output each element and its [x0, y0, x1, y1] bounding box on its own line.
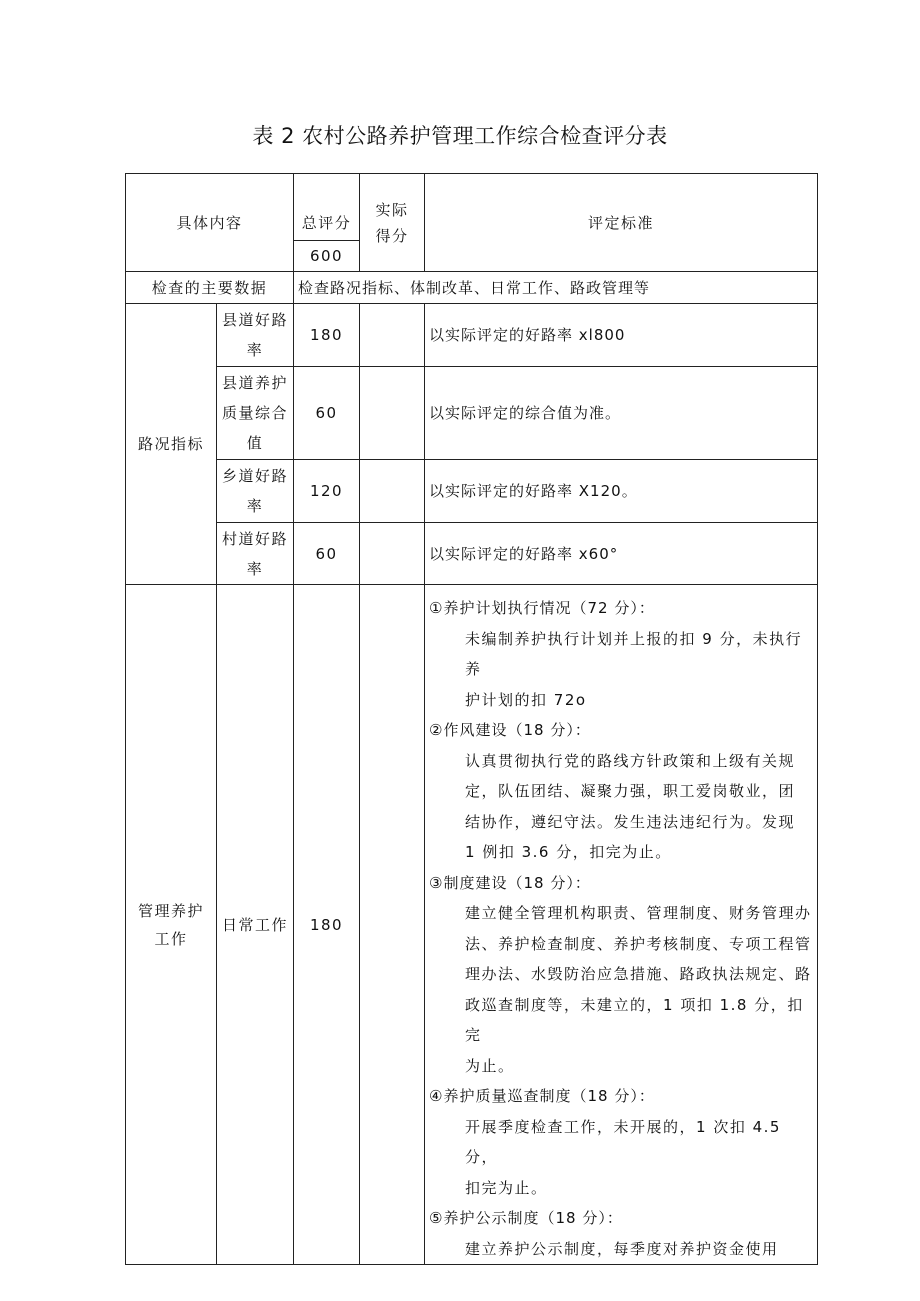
- header-total-score-label: 总评分: [294, 174, 360, 241]
- management-item: 日常工作: [217, 585, 294, 1265]
- standard-line: 未编制养护执行计划并上报的扣 9 分，未执行养: [465, 629, 803, 678]
- standard-line: 开展季度检查工作，未开展的，1 次扣 4.5 分，: [465, 1117, 781, 1166]
- standard-line: 政巡查制度等，未建立的，1 项扣 1.8 分，扣完: [465, 995, 804, 1044]
- main-data-label: 检查的主要数据: [126, 272, 294, 304]
- standard-heading: ⑤养护公示制度（18 分）：: [429, 1209, 623, 1227]
- management-score: 180: [294, 585, 360, 1265]
- management-category: 管理养护工作: [126, 585, 217, 1265]
- row-score: 60: [294, 367, 360, 460]
- standard-line: 建立健全管理机构职责、管理制度、财务管理办: [465, 904, 812, 922]
- table-row: [126, 523, 818, 585]
- standard-line: 护计划的扣 72o: [465, 690, 587, 709]
- row-actual: [360, 304, 425, 367]
- row-actual: [360, 523, 425, 585]
- header-row: [126, 174, 818, 241]
- standard-line: 为止。: [465, 1056, 515, 1075]
- standard-line: 理办法、水毁防治应急措施、路政执法规定、路: [465, 965, 812, 983]
- header-standard: 评定标准: [425, 174, 818, 272]
- row-score: 120: [294, 460, 360, 523]
- row-item: 县道养护质量综合值: [217, 367, 294, 460]
- standard-heading: ②作风建设（18 分）：: [429, 721, 591, 739]
- row-item: 县道好路率: [217, 304, 294, 367]
- page-title: 表 2 农村公路养护管理工作综合检查评分表: [252, 124, 668, 148]
- management-row: [126, 585, 818, 1265]
- table-row: [126, 304, 818, 367]
- row-item: 乡道好路率: [217, 460, 294, 523]
- header-content: 具体内容: [126, 174, 294, 272]
- scoring-table: [125, 173, 818, 1265]
- row-standard: 以实际评定的综合值为准。: [425, 367, 818, 460]
- row-actual: [360, 460, 425, 523]
- standard-line: 结协作，遵纪守法。发生违法违纪行为。发现: [465, 812, 796, 831]
- row-actual: [360, 367, 425, 460]
- row-standard: 以实际评定的好路率 X120。: [425, 460, 818, 523]
- row-standard: 以实际评定的好路率 x60°: [425, 523, 818, 585]
- standard-line: 认真贯彻执行党的路线方针政策和上级有关规: [465, 751, 796, 770]
- table-row: [126, 460, 818, 523]
- table-row: [126, 367, 818, 460]
- standard-line: 1 例扣 3.6 分，扣完为止。: [465, 843, 672, 861]
- row-standard: 以实际评定的好路率 xl800: [425, 304, 818, 367]
- row-score: 180: [294, 304, 360, 367]
- standard-heading: ①养护计划执行情况（72 分）：: [429, 599, 655, 617]
- main-data-value: 检查路况指标、体制改革、日常工作、路政管理等: [294, 272, 818, 304]
- standard-heading: ③制度建设（18 分）：: [429, 873, 591, 892]
- row-item: 村道好路率: [217, 523, 294, 585]
- standard-line: 法、养护检查制度、养护考核制度、专项工程管: [465, 934, 812, 953]
- row-score: 60: [294, 523, 360, 585]
- standard-line: 建立养护公示制度，每季度对养护资金使用: [465, 1239, 779, 1258]
- management-standards: [425, 585, 818, 1265]
- standard-line: 扣完为止。: [465, 1178, 548, 1197]
- main-data-row: [126, 272, 818, 304]
- header-actual-score: 实际得分: [360, 174, 425, 272]
- standard-heading: ④养护质量巡查制度（18 分）：: [429, 1087, 655, 1105]
- road-condition-category: 路况指标: [126, 304, 217, 585]
- standard-line: 定，队伍团结、凝聚力强，职工爱岗敬业，团: [465, 782, 796, 800]
- header-total-score-value: 600: [294, 241, 360, 272]
- management-actual: [360, 585, 425, 1265]
